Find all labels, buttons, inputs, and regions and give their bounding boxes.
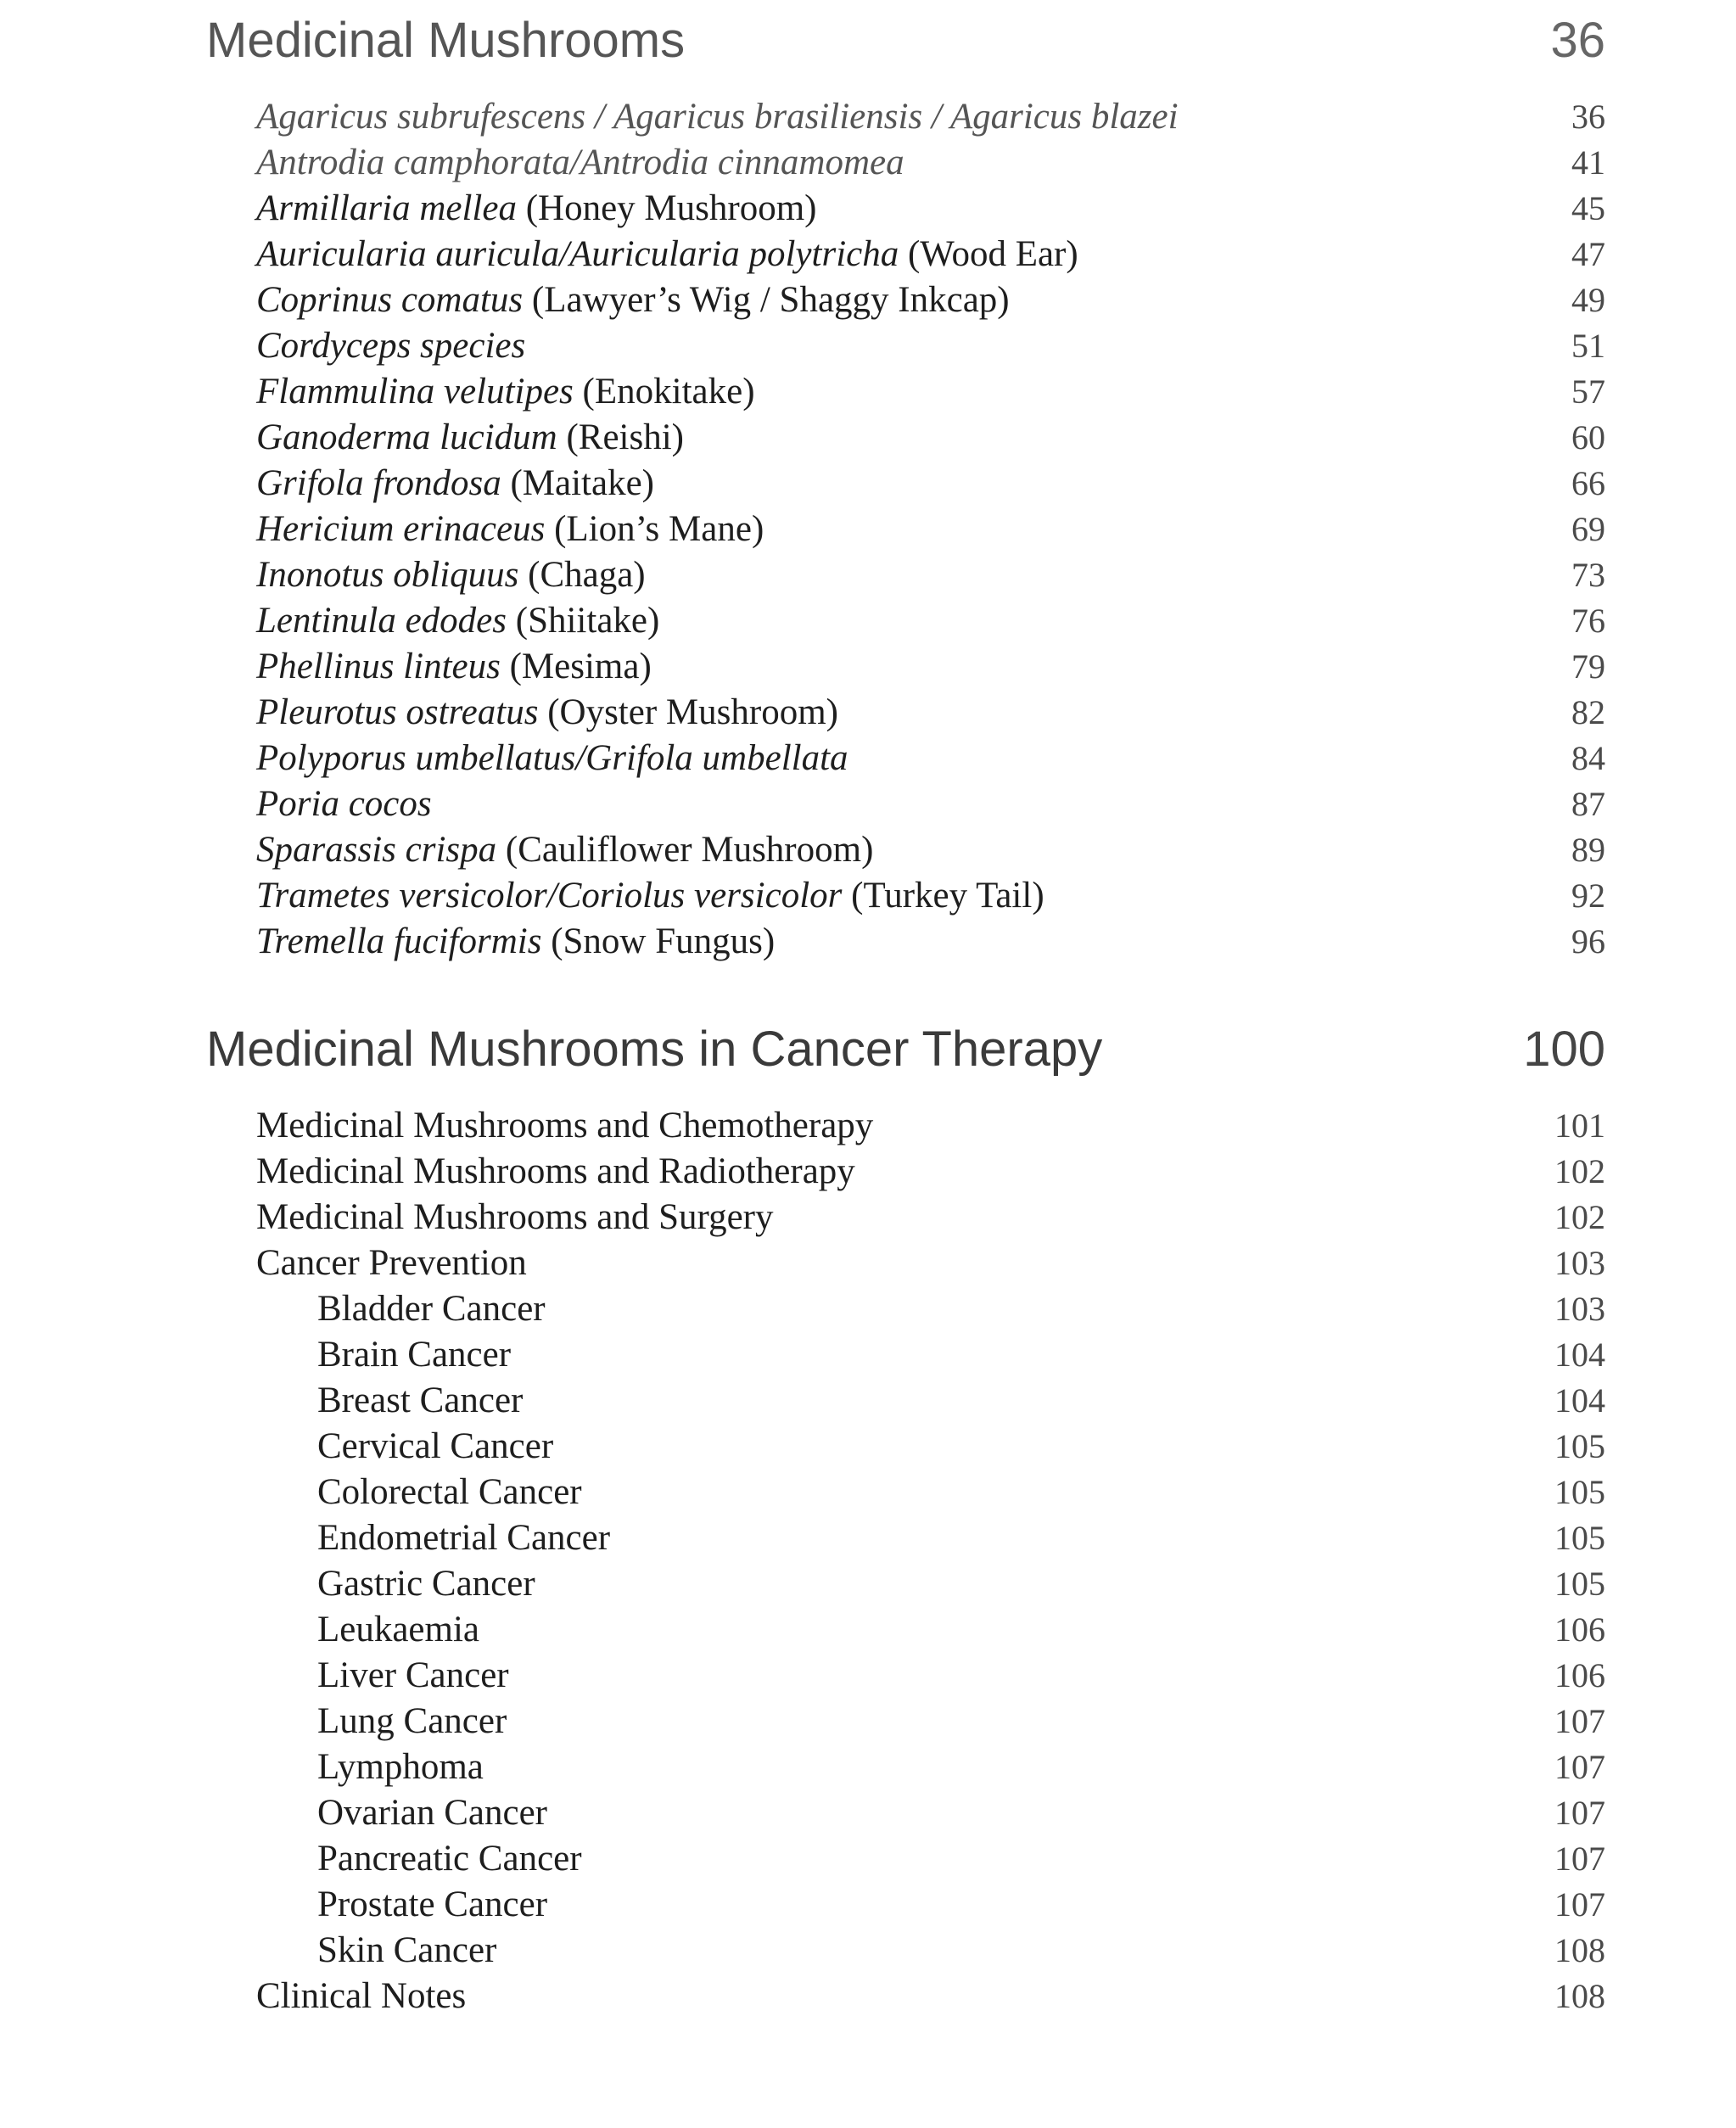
toc-entry-title [256,1195,774,1240]
toc-entry-page-number: 108 [1554,1977,1605,2015]
toc-entry-title [317,1332,511,1378]
toc-entry-common-name: (Lawyer’s Wig / Shaggy Inkcap) [523,280,1010,320]
toc-entry-title [256,277,1010,323]
toc-entry-common-name: (Chaga) [518,555,646,595]
toc-entry [256,461,1605,507]
toc-entry-common-name: (Wood Ear) [899,234,1078,274]
toc-entry [256,323,1605,369]
toc-entry-title [256,781,432,827]
toc-entry-common-name: (Turkey Tail) [842,876,1044,916]
toc-entry-page-number: 103 [1554,1290,1605,1328]
toc-entry-label: Brain Cancer [317,1335,512,1375]
toc-subentry [256,1790,1605,1836]
toc-entry [256,1103,1605,1149]
toc-entry-title [317,1790,547,1836]
toc-entry-latin-name: Coprinus comatus [256,280,524,320]
toc-entry-page-number: 107 [1554,1840,1605,1878]
toc-entry-title [256,415,684,461]
toc-entry-common-name: (Oyster Mushroom) [538,692,838,732]
toc-entry-common-name: (Cauliflower Mushroom) [496,830,874,870]
toc-entry-title [317,1378,523,1424]
toc-subentry [256,1928,1605,1974]
toc-entry-page-number: 107 [1554,1794,1605,1832]
toc-entry-latin-name: Phellinus linteus [256,647,501,686]
section-page-number: 100 [1523,1022,1605,1077]
toc-subentry [256,1286,1605,1332]
toc-entry-page-number: 103 [1554,1244,1605,1282]
toc-entry-page-number: 76 [1571,602,1605,640]
toc-entry-title [317,1286,546,1332]
toc-subentry [256,1744,1605,1790]
toc-entry-common-name: (Honey Mushroom) [516,188,817,228]
toc-entry-title [256,186,816,232]
toc-entry-page-number: 36 [1571,98,1605,136]
toc-entry-page-number: 79 [1571,647,1605,686]
toc-entry-latin-name: Flammulina velutipes [256,372,574,412]
toc-entry-latin-name: Tremella fuciformis [256,921,542,961]
toc-entry-common-name: (Maitake) [501,463,654,503]
toc-entry-page-number: 107 [1554,1702,1605,1740]
toc-entry [256,919,1605,965]
toc-entry-latin-name: Hericium erinaceus [256,509,546,549]
toc-entry-label: Gastric Cancer [317,1564,535,1604]
toc-entry-label: Leukaemia [317,1610,480,1649]
toc-entry-label: Ovarian Cancer [317,1793,547,1833]
toc-entry-title [256,507,764,552]
toc-entry-latin-name: Ganoderma lucidum [256,417,557,457]
toc-entry-title [317,1836,582,1882]
toc-entry-title [256,644,652,690]
toc-entry-title [256,1240,527,1286]
toc-entry-page-number: 45 [1571,189,1605,227]
toc-entry-latin-name: Auricularia auricula/Auricularia polytricha [256,234,899,274]
toc-entry-page-number: 49 [1571,281,1605,319]
section-heading-cancer-therapy [206,1021,1605,1078]
toc-entry-title [317,1882,547,1928]
toc-entry-page-number: 105 [1554,1519,1605,1557]
toc-entry-common-name: (Mesima) [500,647,652,686]
toc-entry-latin-name: Inonotus obliquus [256,555,519,595]
toc-entry-page-number: 73 [1571,556,1605,594]
toc-entry-label: Prostate Cancer [317,1884,548,1924]
toc-entry-latin-name: Poria cocos [256,784,432,824]
toc-entry-common-name: (Lion’s Mane) [545,509,764,549]
toc-entry-title [317,1515,610,1561]
toc-entry [256,781,1605,827]
toc-entry-title [256,736,848,781]
toc-entry-latin-name: Armillaria mellea [256,188,517,228]
toc-entry-page-number: 87 [1571,785,1605,823]
toc-entry-title [317,1653,509,1699]
toc-entry-page-number: 104 [1554,1336,1605,1374]
toc-entry-page-number: 106 [1554,1610,1605,1649]
toc-entry-title [256,690,838,736]
toc-entry [256,232,1605,277]
toc-entry-page-number: 108 [1554,1931,1605,1969]
toc-entry [256,277,1605,323]
toc-entry [256,598,1605,644]
toc-subentry [256,1470,1605,1515]
toc-entry-common-name: (Enokitake) [573,372,755,412]
toc-entry-title [256,1149,855,1195]
toc-entry [256,1195,1605,1240]
toc-subentry [256,1561,1605,1607]
toc-entry-label: Clinical Notes [256,1976,467,2016]
toc-list-medicinal-mushrooms [256,94,1605,965]
toc-entry-label: Lung Cancer [317,1701,507,1741]
toc-entry [256,552,1605,598]
toc-entry [256,690,1605,736]
toc-subentry [256,1653,1605,1699]
toc-entry-page-number: 92 [1571,876,1605,915]
toc-entry-common-name: (Shiitake) [507,601,660,641]
toc-entry-latin-name: Cordyceps species [256,326,526,366]
toc-entry [256,415,1605,461]
toc-entry-title [317,1928,496,1974]
toc-entry-page-number: 69 [1571,510,1605,548]
toc-entry-page-number: 66 [1571,464,1605,502]
toc-entry-page-number: 102 [1554,1198,1605,1236]
toc-subentry [256,1378,1605,1424]
toc-entry-title [256,552,646,598]
toc-subentry [256,1836,1605,1882]
toc-entry-common-name: (Reishi) [557,417,685,457]
toc-subentry [256,1332,1605,1378]
toc-entry-page-number: 47 [1571,235,1605,273]
toc-entry-label: Lymphoma [317,1747,484,1787]
toc-list-cancer-therapy [256,1103,1605,2019]
toc-entry-title [317,1470,582,1515]
toc-entry-title [256,827,873,873]
toc-entry-page-number: 101 [1554,1106,1605,1145]
toc-entry-label: Medicinal Mushrooms and Surgery [256,1197,774,1237]
toc-entry [256,186,1605,232]
toc-entry-label: Medicinal Mushrooms and Radiotherapy [256,1151,855,1191]
toc-entry-page-number: 105 [1554,1473,1605,1511]
toc-entry-label: Cervical Cancer [317,1426,554,1466]
toc-entry-latin-name: Trametes versicolor/Coriolus versicolor [256,876,843,916]
toc-subentry [256,1607,1605,1653]
toc-entry-label: Medicinal Mushrooms and Chemotherapy [256,1106,874,1145]
toc-entry-label: Bladder Cancer [317,1289,546,1329]
toc-entry-latin-name: Sparassis crispa [256,830,497,870]
section-title: Medicinal Mushrooms in Cancer Therapy [206,1022,1103,1077]
toc-entry-page-number: 60 [1571,418,1605,456]
toc-entry-latin-name: Antrodia camphorata/Antrodia cinnamomea [256,143,904,182]
toc-entry-latin-name: Polyporus umbellatus/Grifola umbellata [256,738,848,778]
toc-subentry [256,1699,1605,1744]
toc-entry-latin-name: Agaricus subrufescens / Agaricus brasiliensis / Agaricus blazei [256,97,1179,137]
toc-entry-title [317,1424,553,1470]
toc-entry-title [256,1103,873,1149]
toc-entry [256,140,1605,186]
toc-entry [256,873,1605,919]
toc-entry [256,1974,1605,2019]
toc-subentry [256,1515,1605,1561]
toc-entry-title [256,873,1044,919]
section-heading-medicinal-mushrooms [206,12,1605,69]
toc-entry-title [256,919,775,965]
toc-entry [256,736,1605,781]
toc-entry-page-number: 106 [1554,1656,1605,1694]
toc-entry [256,94,1605,140]
toc-entry-title [256,323,525,369]
toc-entry-label: Liver Cancer [317,1655,509,1695]
toc-entry-label: Breast Cancer [317,1380,524,1420]
toc-entry-label: Pancreatic Cancer [317,1839,582,1879]
toc-entry-page-number: 82 [1571,693,1605,731]
toc-entry-page-number: 84 [1571,739,1605,777]
toc-entry-title [317,1607,479,1653]
toc-entry-title [256,94,1179,140]
toc-entry-label: Endometrial Cancer [317,1518,611,1558]
toc-entry-page-number: 41 [1571,143,1605,182]
toc-subentry [256,1424,1605,1470]
toc-entry-title [256,1974,466,2019]
toc-entry-title [256,598,659,644]
toc-entry-common-name: (Snow Fungus) [541,921,776,961]
toc-entry-page-number: 105 [1554,1427,1605,1465]
toc-entry-page-number: 51 [1571,327,1605,365]
toc-entry-title [317,1744,484,1790]
toc-entry-label: Colorectal Cancer [317,1472,582,1512]
toc-entry-page-number: 104 [1554,1381,1605,1420]
toc-entry-latin-name: Pleurotus ostreatus [256,692,539,732]
toc-entry-title [256,369,755,415]
toc-entry-page-number: 96 [1571,922,1605,960]
toc-entry-label: Skin Cancer [317,1930,497,1970]
toc-entry [256,1149,1605,1195]
toc-entry [256,507,1605,552]
toc-entry-latin-name: Grifola frondosa [256,463,501,503]
toc-subentry [256,1882,1605,1928]
toc-entry-page-number: 102 [1554,1152,1605,1190]
toc-entry [256,827,1605,873]
toc-entry-title [256,461,654,507]
toc-entry-title [317,1699,507,1744]
toc-entry-page-number: 57 [1571,372,1605,411]
toc-entry-page-number: 107 [1554,1748,1605,1786]
toc-entry [256,644,1605,690]
toc-entry-page-number: 107 [1554,1885,1605,1924]
section-page-number: 36 [1550,13,1605,68]
toc-entry-title [256,232,1078,277]
toc-entry-label: Cancer Prevention [256,1243,527,1283]
toc-entry [256,369,1605,415]
section-title: Medicinal Mushrooms [206,13,686,68]
toc-entry-page-number: 105 [1554,1565,1605,1603]
toc-entry-title [256,140,904,186]
toc-entry [256,1240,1605,1286]
toc-entry-title [317,1561,535,1607]
toc-entry-page-number: 89 [1571,831,1605,869]
toc-entry-latin-name: Lentinula edodes [256,601,507,641]
